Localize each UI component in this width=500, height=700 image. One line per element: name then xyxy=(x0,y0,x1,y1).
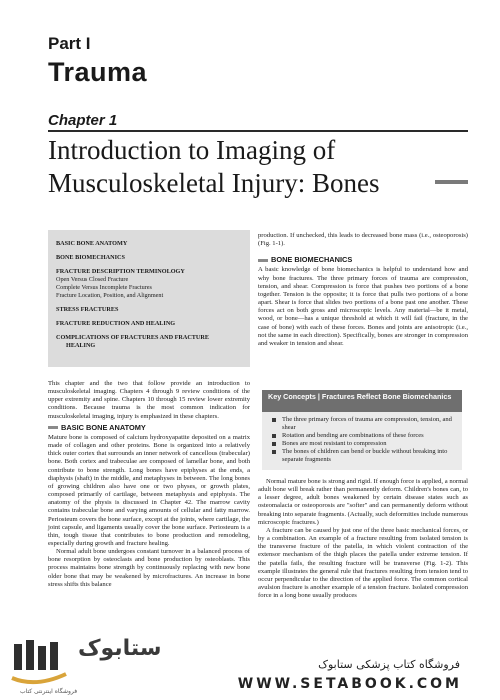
body-paragraph: Normal adult bone undergoes constant turnover in a balanced process of bone resorption by osteoclasts and bone production by osteoblasts. This process maintains bone strength by continuously replacing with new bone older bone that may be weakened by microfractures. An increase in bone stress shifts this balance xyxy=(48,548,250,588)
section-heading xyxy=(258,256,468,264)
chapter-rule xyxy=(48,130,468,132)
watermark-banner xyxy=(0,628,500,700)
key-concepts-box xyxy=(262,390,462,470)
outline-subitem: Complete Versus Incomplete Fractures xyxy=(56,284,152,291)
chapter-label: Chapter 1 xyxy=(48,112,118,129)
part-title: Trauma xyxy=(48,57,148,87)
outline-item: HEALING xyxy=(66,342,96,349)
left-column xyxy=(48,380,250,589)
section-marker-icon xyxy=(48,426,58,429)
key-concept-item: Bones are most resistant to compression xyxy=(272,440,458,448)
shop-url: WWW.SETABOOK.COM xyxy=(237,676,462,692)
shop-name: فروشگاه کتاب پزشکی ستابوک xyxy=(318,658,460,671)
body-paragraph: Mature bone is composed of calcium hydroxyapatite deposited on a matrix made of collagen and other proteins. Bone is organized into a relatively thick outer cortex that surrounds an inner network of cancellous (trabecular) bone. Both cortex and trabeculae are composed of lamellar bone, and both contribute to bone strength. Long bones have epiphyses at the ends, a diaphysis (shaft) in the middle, and metaphyses in between. The long bones of growing children also have one or two physes, or growth plates, composed primarily of cartilage, between metaphysis and epiphysis. The anatomy of the physis is discussed in Chapter 42. The marrow cavity contains trabecular bone and varying amounts of cellular and fatty marrow. Periosteum covers the bone surface, except at the joints, where cartilage, the joint capsule, and ligaments usually cover the bone surface. Periosteum is a thin, tough tissue that contributes to bone production and remodeling, especially during growth and fracture healing. xyxy=(48,433,250,547)
outline-item: BASIC BONE ANATOMY xyxy=(56,240,128,247)
body-paragraph: production. If unchecked, this leads to decreased bone mass (i.e., osteoporosis) (Fig. 1-1). xyxy=(258,232,468,248)
setabook-logo-icon xyxy=(6,634,76,688)
right-column-bottom xyxy=(258,478,468,600)
outline-subitem: Fracture Location, Position, and Alignment xyxy=(56,292,164,299)
key-concepts-list xyxy=(272,416,458,465)
body-paragraph: A basic knowledge of bone biomechanics is helpful to understand how and why bone fractures. The three primary forces of trauma are compression, tension, and shear. Compression is force that pushes two portions of a bone together. Tension is the opposite; it is force that pulls two portions of a bone apart. Shear is force that slides two portions of a bone past one another. These forces act on both gross and microscopic levels. Any material—be it metal, wood, or bone—has a unique threshold at which it will fail (fracture, in the case of bone) with each of these forces. Bones and joints are anisotropic (i.e., not the same in each direction). Specifically, bones are stronger in compression and weaker in tension and shear. xyxy=(258,266,468,347)
body-paragraph: A fracture can be caused by just one of the three basic mechanical forces, or by a combination. An example of a fracture resulting from isolated tension is the transverse fracture of the patella, in which violent contraction of the extensor mechanism of the thigh places the patella under extreme tension. If the patella fails, the resulting fracture will be transverse (Fig. 1-2). This example illustrates the general rule that fractures resulting from tension tend to occur perpendicular to the direction of the applied force. The common cortical avulsion fracture is another example of a tension fracture. Isolated compression force in a long bone usually produces xyxy=(258,526,468,600)
right-column-top xyxy=(258,232,468,348)
outline-item: FRACTURE DESCRIPTION TERMINOLOGY xyxy=(56,268,185,275)
part-label: Part I xyxy=(48,34,91,53)
outline-item: FRACTURE REDUCTION AND HEALING xyxy=(56,320,176,327)
section-heading-text: BASIC BONE ANATOMY xyxy=(61,422,146,432)
logo-wordmark: ستابوک xyxy=(78,636,162,661)
key-concept-item: The three primary forces of trauma are compression, tension, and shear xyxy=(272,416,458,432)
outline-item: COMPLICATIONS OF FRACTURES AND FRACTURE xyxy=(56,334,209,341)
outline-subitem: Open Versus Closed Fracture xyxy=(56,276,129,283)
section-heading-text: BONE BIOMECHANICS xyxy=(271,255,353,265)
body-paragraph: Normal mature bone is strong and rigid. If enough force is applied, a normal adult bone will break rather than permanently deform. Children's bones can, to a lesser degree, adult bones weakened by certain disease states such as osteomalacia or osteoporosis are "softer" and can permanently deform without breaking into separate fragments. (Actually, such deformities include numerous microscopic fractures.) xyxy=(258,478,468,526)
chapter-outline-box xyxy=(48,230,250,367)
section-heading xyxy=(48,424,250,432)
chapter-title: Introduction to Imaging of Musculoskeletal Injury: Bones xyxy=(48,135,380,198)
logo-subtitle: فروشگاه اینترنتی کتاب xyxy=(20,688,78,695)
outline-item: BONE BIOMECHANICS xyxy=(56,254,125,261)
intro-paragraph: This chapter and the two that follow provide an introduction to musculoskeletal imaging. Chapters 4 through 9 review conditions of the upper extremity and spine. Chapters 10 through 15 review lower extremity conditions. Because trauma is the most common indication for musculoskeletal imaging, injury is emphasized in these chapters. xyxy=(48,380,250,420)
key-concept-item: Rotation and bending are combinations of these forces xyxy=(272,432,458,440)
outline-item: STRESS FRACTURES xyxy=(56,306,119,313)
key-concept-item: The bones of children can bend or buckle without breaking into separate fragments xyxy=(272,448,458,464)
section-marker-icon xyxy=(258,259,268,262)
key-concepts-title: Key Concepts | Fractures Reflect Bone Biomechanics xyxy=(262,390,462,412)
title-accent-bar xyxy=(435,180,468,184)
